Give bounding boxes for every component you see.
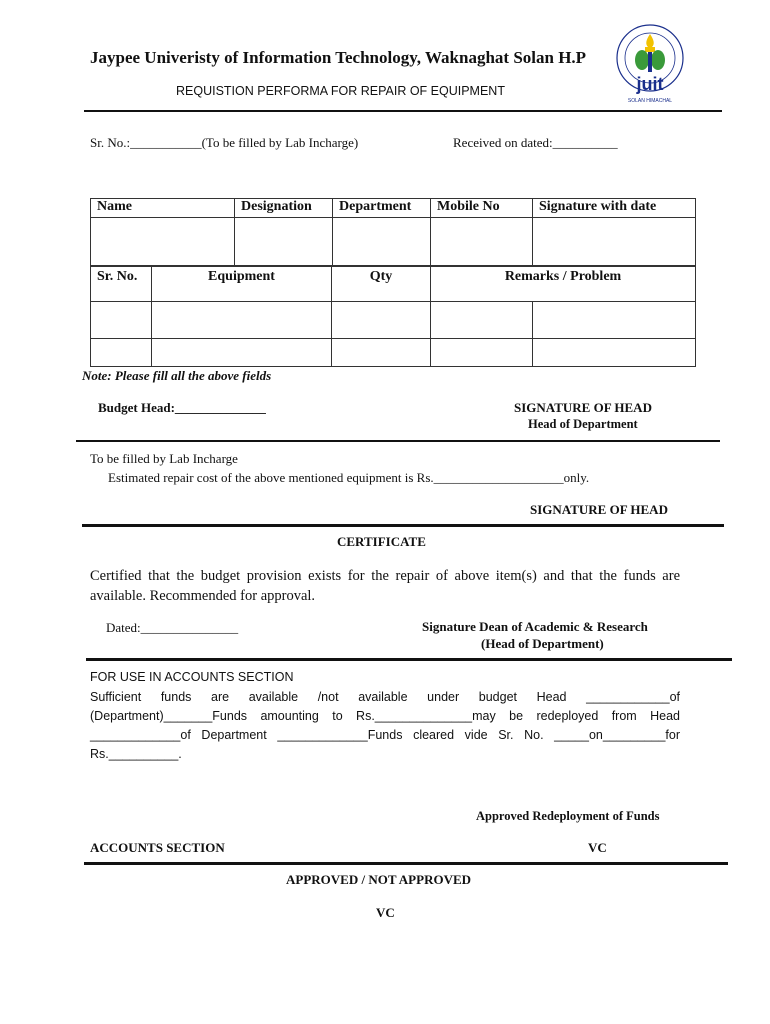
- note-text: Note: Please fill all the above fields: [82, 368, 272, 383]
- section-divider-3: [86, 658, 732, 661]
- name-cell[interactable]: [91, 218, 235, 266]
- equipment-cell[interactable]: [152, 302, 332, 339]
- dean-head-label: (Head of Department): [481, 636, 604, 651]
- head-of-department-label: Head of Department: [528, 417, 638, 431]
- col-signature-with-date: Signature with date: [533, 199, 696, 218]
- col-qty: Qty: [332, 267, 431, 302]
- logo-wordmark: juit: [636, 74, 664, 94]
- table-row: [91, 302, 696, 339]
- sr-no-line: Sr. No.:___________(To be filled by Lab Incharge): [90, 135, 359, 150]
- remarks-cell[interactable]: [431, 339, 533, 367]
- logo-subtext: SOLAN HIMACHAL: [627, 98, 673, 104]
- qty-cell[interactable]: [332, 339, 431, 367]
- col-designation: Designation: [235, 199, 333, 218]
- col-equipment: Equipment: [152, 267, 332, 302]
- header-divider: [84, 110, 722, 112]
- requester-entry-row: [91, 218, 696, 266]
- university-logo: [612, 22, 688, 106]
- table-row: [91, 339, 696, 367]
- section-divider-2: [82, 524, 724, 527]
- logo-leaf-right: [651, 50, 665, 70]
- department-cell[interactable]: [333, 218, 431, 266]
- accounts-section-label: ACCOUNTS SECTION: [90, 840, 225, 855]
- equipment-header-row: [91, 267, 696, 302]
- institution-title: Jaypee Univeristy of Information Technology, Waknaghat Solan H.P: [90, 48, 587, 67]
- logo-torch-stem: [648, 52, 652, 72]
- designation-cell[interactable]: [235, 218, 333, 266]
- accounts-text: Sufficient funds are available /not available under budget Head ____________of (Department)_______Funds amounting to Rs.______________may be redeployed from Head _____________of Department _____________Funds cleared vide Sr. No. _____on_________for Rs.__________.: [90, 690, 680, 761]
- problem-cell[interactable]: [533, 339, 696, 367]
- certificate-title: CERTIFICATE: [337, 534, 426, 549]
- received-on-line: Received on dated:__________: [453, 135, 618, 150]
- accounts-section-title: FOR USE IN ACCOUNTS SECTION: [90, 670, 294, 684]
- section-divider-1: [76, 440, 720, 442]
- logo-leaf-left: [635, 50, 649, 70]
- estimated-cost-line: Estimated repair cost of the above mentioned equipment is Rs.____________________only.: [108, 470, 590, 485]
- col-mobile-no: Mobile No: [431, 199, 533, 218]
- equipment-table: [90, 266, 696, 367]
- certificate-dated: Dated:_______________: [106, 620, 239, 635]
- approved-redeployment-label: Approved Redeployment of Funds: [476, 809, 660, 823]
- sr-no-cell[interactable]: [91, 339, 152, 367]
- signature-of-head-1: SIGNATURE OF HEAD: [514, 400, 652, 415]
- requester-table: [90, 198, 696, 266]
- logo-torch-head: [645, 47, 655, 52]
- vc-label-2: VC: [376, 905, 395, 920]
- problem-cell[interactable]: [533, 302, 696, 339]
- certificate-text: Certified that the budget provision exists for the repair of above item(s) and that the funds are available. Recommended for approval.: [90, 568, 680, 604]
- logo-flame-icon: [646, 34, 653, 47]
- col-department: Department: [333, 199, 431, 218]
- budget-head-field: Budget Head:______________: [98, 400, 266, 415]
- mobile-no-cell[interactable]: [431, 218, 533, 266]
- col-sr-no: Sr. No.: [91, 267, 152, 302]
- requester-header-row: [91, 199, 696, 218]
- lab-incharge-label: To be filled by Lab Incharge: [90, 451, 238, 466]
- remarks-cell[interactable]: [431, 302, 533, 339]
- col-name: Name: [91, 199, 235, 218]
- signature-of-head-2: SIGNATURE OF HEAD: [530, 502, 668, 517]
- vc-label-1: VC: [588, 840, 607, 855]
- sr-no-cell[interactable]: [91, 302, 152, 339]
- equipment-cell[interactable]: [152, 339, 332, 367]
- section-divider-4: [84, 862, 728, 865]
- approval-status: APPROVED / NOT APPROVED: [286, 872, 472, 887]
- dean-signature-label: Signature Dean of Academic & Research: [422, 619, 648, 634]
- signature-cell[interactable]: [533, 218, 696, 266]
- form-title: REQUISTION PERFORMA FOR REPAIR OF EQUIPMENT: [176, 84, 505, 98]
- col-remarks-problem: Remarks / Problem: [431, 267, 696, 302]
- qty-cell[interactable]: [332, 302, 431, 339]
